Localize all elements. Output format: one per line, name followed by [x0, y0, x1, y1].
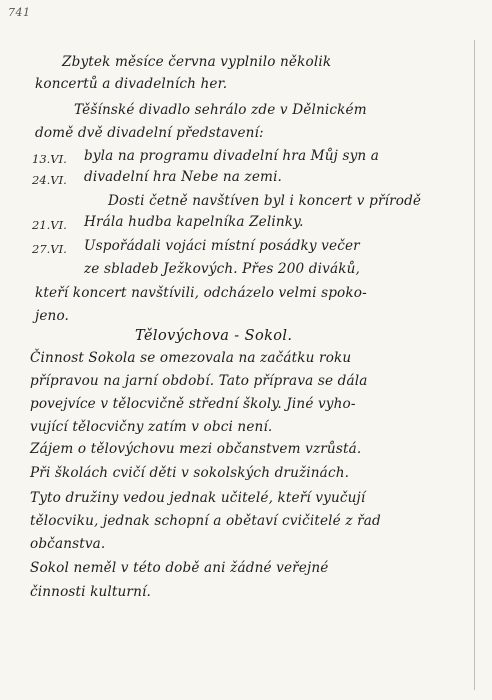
text-line: divadelní hra Nebe na zemi. [84, 169, 283, 185]
text-line: vující tělocvičny zatím v obci není. [30, 419, 273, 435]
text-line: Těšínské divadlo sehrálo zde v Dělnickém [74, 102, 367, 118]
text-line: Uspořádali vojáci místní posádky večer [84, 238, 360, 254]
text-line: činnosti kulturní. [30, 584, 151, 600]
text-line: tělocviku, jednak schopní a obětaví cvičitelé z řad [30, 513, 381, 529]
page-edge-line [474, 40, 475, 690]
text-line: povejvíce v tělocvičně střední školy. Jiné vyho- [30, 396, 356, 412]
date-label: 27.VI. [32, 242, 67, 256]
text-line: Dosti četně navštíven byl i koncert v přírodě [108, 193, 422, 209]
text-line: občanstva. [30, 536, 106, 552]
text-line: ze sbladeb Ježkových. Přes 200 diváků, [84, 261, 360, 277]
text-line: Zbytek měsíce června vyplnilo několik [62, 54, 332, 70]
text-line: Hrála hudba kapelníka Zelinky. [84, 214, 304, 230]
text-line: kteří koncert navštívili, odcházelo velmi spoko- [35, 285, 367, 301]
date-label: 24.VI. [32, 173, 67, 187]
text-line: jeno. [35, 308, 70, 324]
text-line: Tyto družiny vedou jednak učitelé, kteří vyučují [30, 490, 366, 506]
date-label: 13.VI. [32, 152, 67, 166]
text-line: byla na programu divadelní hra Můj syn a [84, 148, 380, 164]
date-label: 21.VI. [32, 218, 67, 232]
text-line: Činnost Sokola se omezovala na začátku roku [30, 350, 352, 366]
text-line: Zájem o tělovýchovu mezi občanstvem vzrůstá. [30, 441, 362, 457]
text-line: Sokol neměl v této době ani žádné veřejné [30, 560, 329, 576]
text-line: domě dvě divadelní představení: [35, 125, 264, 141]
section-heading: Tělovýchova - Sokol. [135, 328, 293, 344]
text-line: Při školách cvičí děti v sokolských družinách. [30, 465, 350, 481]
text-line: koncertů a divadelních her. [35, 76, 228, 92]
page-number: 741 [8, 6, 31, 19]
text-line: přípravou na jarní období. Tato příprava se dála [30, 373, 368, 389]
